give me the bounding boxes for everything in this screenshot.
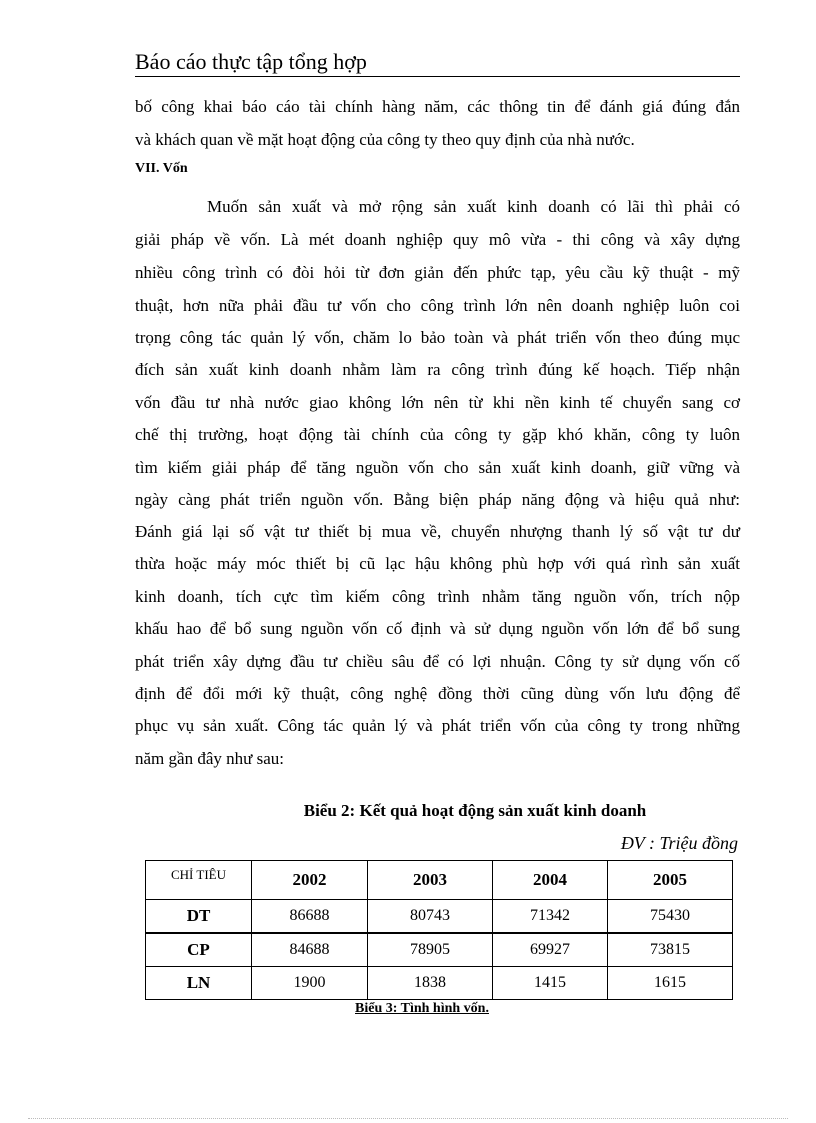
unit-note: ĐV : Triệu đồng	[620, 833, 738, 853]
paragraph-line: phát triển xây dựng đầu tư chiều sâu để có lợi nhuận. Công ty sử dụng vốn cố	[135, 652, 740, 671]
page-bottom-divider	[28, 1118, 788, 1119]
table-cell: 1900	[252, 967, 368, 1000]
table-title: Biểu 2: Kết quả hoạt động sản xuất kinh doanh	[303, 801, 647, 820]
table-cell: 86688	[252, 900, 368, 934]
paragraph-line: giải pháp về vốn. Là mét doanh nghiệp quy mô vừa - thi công và xây dựng	[135, 230, 740, 249]
row-label: CP	[146, 933, 252, 967]
paragraph-line: nhiều công trình có đòi hỏi từ đơn giản đến phức tạp, yêu cầu kỹ thuật - mỹ	[135, 263, 740, 282]
paragraph-line: ngày càng phát triển nguồn vốn. Bằng biện pháp năng động và hiệu quả như:	[135, 490, 740, 509]
paragraph-line: năm gần đây như sau:	[135, 749, 284, 768]
table-cell: 1615	[608, 967, 733, 1000]
table-cell: 78905	[368, 933, 493, 967]
row-label: DT	[146, 900, 252, 934]
table-cell: 80743	[368, 900, 493, 934]
table-row	[146, 933, 733, 967]
paragraph-line: kinh doanh, tích cực tìm kiếm công trình nhằm tăng nguồn vốn, trích nộp	[135, 587, 740, 606]
page-header-title: Báo cáo thực tập tổng hợp	[135, 49, 367, 74]
table-cell: 71342	[493, 900, 608, 934]
table-cell: 73815	[608, 933, 733, 967]
header-cell-year: 2002	[252, 861, 368, 900]
paragraph-line: Muốn sản xuất và mở rộng sản xuất kinh doanh có lãi thì phải có	[207, 197, 740, 216]
header-cell-year: 2003	[368, 861, 493, 900]
header-divider	[135, 76, 740, 77]
business-results-table	[145, 860, 733, 1000]
paragraph-line: thừa hoặc máy móc thiết bị cũ lạc hậu không phù hợp với quá rình sản xuất	[135, 554, 740, 573]
header-cell-year: 2005	[608, 861, 733, 900]
table-row	[146, 900, 733, 934]
table-cell: 69927	[493, 933, 608, 967]
table-caption	[135, 999, 709, 1019]
table-cell: 1838	[368, 967, 493, 1000]
paragraph-line: tìm kiếm giải pháp để tăng nguồn vốn cho sản xuất kinh doanh, giữ vững và	[135, 458, 740, 477]
paragraph-line: chế thị trường, hoạt động tài chính của công ty gặp khó khăn, công ty luôn	[135, 425, 740, 444]
header-cell-year: 2004	[493, 861, 608, 900]
paragraph-line: phục vụ sản xuất. Công tác quản lý và phát triển vốn của công ty trong những	[135, 716, 740, 735]
table-header-row	[146, 861, 733, 900]
intro-line: và khách quan về mặt hoạt động của công ty theo quy định của nhà nước.	[135, 130, 635, 149]
paragraph-line: Đánh giá lại số vật tư thiết bị mua về, chuyển nhượng thanh lý số vật tư dư	[135, 522, 740, 541]
paragraph-line: vốn đầu tư nhà nước giao không lớn nên từ khi nền kinh tế chuyển sang cơ	[135, 393, 740, 412]
section-heading: VII. Vốn	[135, 161, 188, 176]
table-cell: 75430	[608, 900, 733, 934]
paragraph-line: trọng công tác quản lý vốn, chăm lo bảo toàn và phát triển vốn theo đúng mục	[135, 328, 740, 347]
paragraph-line: thuật, hơn nữa phải đầu tư vốn cho công trình lớn nên doanh nghiệp luôn coi	[135, 296, 740, 315]
table-row	[146, 967, 733, 1000]
table-cell: 84688	[252, 933, 368, 967]
paragraph-line: đích sản xuất kinh doanh nhằm làm ra công trình đúng kế hoạch. Tiếp nhận	[135, 360, 740, 379]
caption-text: Biểu 3: Tình hình vốn.	[355, 1001, 489, 1016]
paragraph-line: định để đổi mới kỹ thuật, công nghệ đồng thời cũng dùng vốn lưu động để	[135, 684, 740, 703]
intro-line: bố công khai báo cáo tài chính hàng năm, các thông tin để đánh giá đúng đắn	[135, 97, 740, 116]
header-cell-criterion: CHỈ TIÊU	[146, 861, 252, 900]
row-label: LN	[146, 967, 252, 1000]
paragraph-line: khấu hao để bổ sung nguồn vốn cố định và sử dụng nguồn vốn lớn để bổ sung	[135, 619, 740, 638]
table-cell: 1415	[493, 967, 608, 1000]
